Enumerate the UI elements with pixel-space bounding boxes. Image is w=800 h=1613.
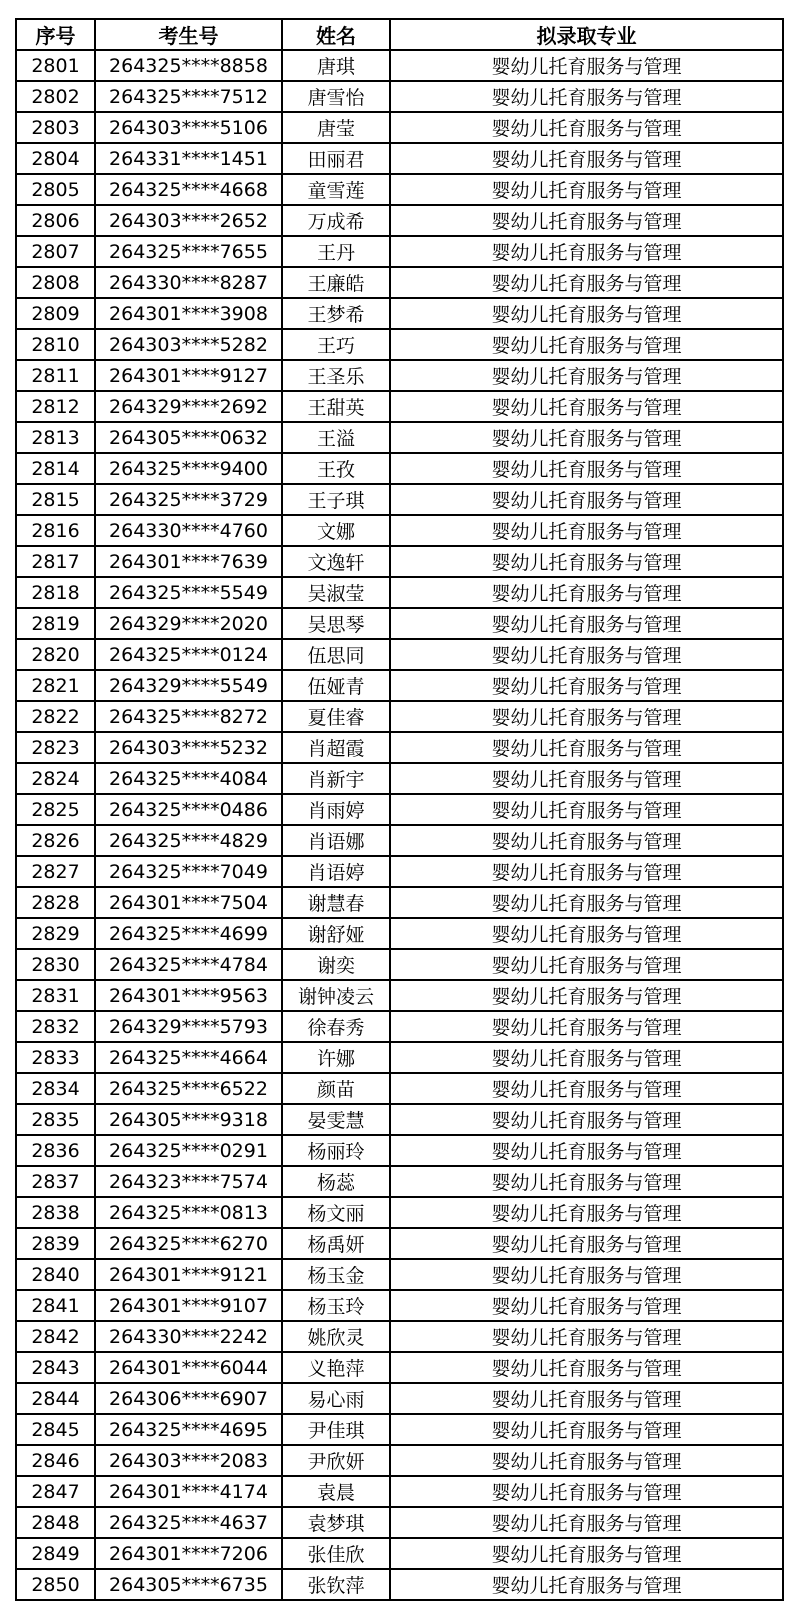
cell-exam-number: 264325****4668 bbox=[95, 174, 282, 205]
cell-major: 婴幼儿托育服务与管理 bbox=[390, 887, 783, 918]
table-row bbox=[16, 360, 783, 391]
cell-name: 王子琪 bbox=[282, 484, 390, 515]
cell-name: 王巧 bbox=[282, 329, 390, 360]
cell-name: 夏佳睿 bbox=[282, 701, 390, 732]
cell-name: 谢钟凌云 bbox=[282, 980, 390, 1011]
cell-exam-number: 264330****4760 bbox=[95, 515, 282, 546]
cell-name: 张钦萍 bbox=[282, 1569, 390, 1600]
table-row bbox=[16, 1259, 783, 1290]
cell-name: 杨玉玲 bbox=[282, 1290, 390, 1321]
table-row bbox=[16, 1321, 783, 1352]
cell-exam-number: 264301****9121 bbox=[95, 1259, 282, 1290]
cell-name: 伍娅青 bbox=[282, 670, 390, 701]
cell-major: 婴幼儿托育服务与管理 bbox=[390, 1383, 783, 1414]
cell-exam-number: 264325****5549 bbox=[95, 577, 282, 608]
cell-major: 婴幼儿托育服务与管理 bbox=[390, 1445, 783, 1476]
cell-major: 婴幼儿托育服务与管理 bbox=[390, 1290, 783, 1321]
header-major: 拟录取专业 bbox=[390, 19, 783, 50]
table-row bbox=[16, 1042, 783, 1073]
table-row bbox=[16, 1383, 783, 1414]
cell-seq: 2805 bbox=[16, 174, 95, 205]
cell-name: 杨蕊 bbox=[282, 1166, 390, 1197]
cell-name: 尹欣妍 bbox=[282, 1445, 390, 1476]
cell-seq: 2822 bbox=[16, 701, 95, 732]
cell-exam-number: 264306****6907 bbox=[95, 1383, 282, 1414]
table-row bbox=[16, 949, 783, 980]
cell-name: 晏雯慧 bbox=[282, 1104, 390, 1135]
cell-major: 婴幼儿托育服务与管理 bbox=[390, 329, 783, 360]
cell-major: 婴幼儿托育服务与管理 bbox=[390, 1352, 783, 1383]
table-row bbox=[16, 422, 783, 453]
cell-name: 肖雨婷 bbox=[282, 794, 390, 825]
cell-exam-number: 264301****7504 bbox=[95, 887, 282, 918]
table-body bbox=[16, 50, 783, 1600]
cell-exam-number: 264303****5106 bbox=[95, 112, 282, 143]
cell-seq: 2806 bbox=[16, 205, 95, 236]
table-row bbox=[16, 50, 783, 81]
cell-seq: 2844 bbox=[16, 1383, 95, 1414]
cell-seq: 2829 bbox=[16, 918, 95, 949]
cell-name: 张佳欣 bbox=[282, 1538, 390, 1569]
admission-table bbox=[15, 18, 784, 1601]
cell-major: 婴幼儿托育服务与管理 bbox=[390, 1321, 783, 1352]
cell-exam-number: 264325****4695 bbox=[95, 1414, 282, 1445]
table-row bbox=[16, 298, 783, 329]
cell-name: 杨禹妍 bbox=[282, 1228, 390, 1259]
cell-exam-number: 264301****7206 bbox=[95, 1538, 282, 1569]
header-row bbox=[16, 19, 783, 50]
cell-exam-number: 264325****0291 bbox=[95, 1135, 282, 1166]
table-row bbox=[16, 980, 783, 1011]
cell-major: 婴幼儿托育服务与管理 bbox=[390, 1135, 783, 1166]
header-name: 姓名 bbox=[282, 19, 390, 50]
cell-name: 吴思琴 bbox=[282, 608, 390, 639]
table-row bbox=[16, 1290, 783, 1321]
cell-major: 婴幼儿托育服务与管理 bbox=[390, 1073, 783, 1104]
table-row bbox=[16, 1538, 783, 1569]
cell-seq: 2821 bbox=[16, 670, 95, 701]
cell-name: 肖语婷 bbox=[282, 856, 390, 887]
cell-name: 杨文丽 bbox=[282, 1197, 390, 1228]
cell-name: 袁梦琪 bbox=[282, 1507, 390, 1538]
cell-major: 婴幼儿托育服务与管理 bbox=[390, 50, 783, 81]
cell-exam-number: 264325****8858 bbox=[95, 50, 282, 81]
table-row bbox=[16, 391, 783, 422]
table-row bbox=[16, 856, 783, 887]
cell-exam-number: 264325****4084 bbox=[95, 763, 282, 794]
table-row bbox=[16, 639, 783, 670]
cell-major: 婴幼儿托育服务与管理 bbox=[390, 422, 783, 453]
cell-seq: 2816 bbox=[16, 515, 95, 546]
cell-exam-number: 264301****4174 bbox=[95, 1476, 282, 1507]
cell-seq: 2832 bbox=[16, 1011, 95, 1042]
table-row bbox=[16, 267, 783, 298]
cell-name: 田丽君 bbox=[282, 143, 390, 174]
table-row bbox=[16, 732, 783, 763]
cell-seq: 2828 bbox=[16, 887, 95, 918]
cell-major: 婴幼儿托育服务与管理 bbox=[390, 732, 783, 763]
cell-name: 王孜 bbox=[282, 453, 390, 484]
cell-seq: 2819 bbox=[16, 608, 95, 639]
cell-name: 肖超霞 bbox=[282, 732, 390, 763]
cell-exam-number: 264325****7655 bbox=[95, 236, 282, 267]
cell-seq: 2804 bbox=[16, 143, 95, 174]
cell-major: 婴幼儿托育服务与管理 bbox=[390, 1166, 783, 1197]
cell-exam-number: 264330****8287 bbox=[95, 267, 282, 298]
table-row bbox=[16, 81, 783, 112]
table-row bbox=[16, 887, 783, 918]
cell-name: 杨玉金 bbox=[282, 1259, 390, 1290]
cell-name: 谢奕 bbox=[282, 949, 390, 980]
table-row bbox=[16, 453, 783, 484]
cell-seq: 2831 bbox=[16, 980, 95, 1011]
cell-name: 义艳萍 bbox=[282, 1352, 390, 1383]
cell-seq: 2825 bbox=[16, 794, 95, 825]
table-row bbox=[16, 1166, 783, 1197]
cell-name: 谢舒娅 bbox=[282, 918, 390, 949]
cell-name: 肖语娜 bbox=[282, 825, 390, 856]
cell-seq: 2837 bbox=[16, 1166, 95, 1197]
table-row bbox=[16, 1011, 783, 1042]
cell-exam-number: 264303****2083 bbox=[95, 1445, 282, 1476]
cell-major: 婴幼儿托育服务与管理 bbox=[390, 1538, 783, 1569]
cell-major: 婴幼儿托育服务与管理 bbox=[390, 1259, 783, 1290]
cell-seq: 2834 bbox=[16, 1073, 95, 1104]
cell-major: 婴幼儿托育服务与管理 bbox=[390, 453, 783, 484]
cell-seq: 2817 bbox=[16, 546, 95, 577]
cell-name: 文逸轩 bbox=[282, 546, 390, 577]
cell-exam-number: 264329****5793 bbox=[95, 1011, 282, 1042]
cell-name: 王甜英 bbox=[282, 391, 390, 422]
cell-seq: 2801 bbox=[16, 50, 95, 81]
table-row bbox=[16, 608, 783, 639]
table-row bbox=[16, 577, 783, 608]
cell-name: 颜苗 bbox=[282, 1073, 390, 1104]
table-row bbox=[16, 112, 783, 143]
table-row bbox=[16, 1104, 783, 1135]
cell-seq: 2812 bbox=[16, 391, 95, 422]
cell-seq: 2803 bbox=[16, 112, 95, 143]
cell-major: 婴幼儿托育服务与管理 bbox=[390, 174, 783, 205]
table-row bbox=[16, 205, 783, 236]
cell-exam-number: 264303****5232 bbox=[95, 732, 282, 763]
cell-name: 吴淑莹 bbox=[282, 577, 390, 608]
cell-seq: 2802 bbox=[16, 81, 95, 112]
cell-exam-number: 264301****9127 bbox=[95, 360, 282, 391]
cell-exam-number: 264329****5549 bbox=[95, 670, 282, 701]
cell-seq: 2814 bbox=[16, 453, 95, 484]
table-row bbox=[16, 1197, 783, 1228]
table-row bbox=[16, 1507, 783, 1538]
cell-exam-number: 264301****3908 bbox=[95, 298, 282, 329]
cell-major: 婴幼儿托育服务与管理 bbox=[390, 1197, 783, 1228]
cell-exam-number: 264329****2020 bbox=[95, 608, 282, 639]
table-row bbox=[16, 701, 783, 732]
cell-major: 婴幼儿托育服务与管理 bbox=[390, 1414, 783, 1445]
cell-seq: 2846 bbox=[16, 1445, 95, 1476]
table-row bbox=[16, 1135, 783, 1166]
cell-seq: 2847 bbox=[16, 1476, 95, 1507]
cell-exam-number: 264303****2652 bbox=[95, 205, 282, 236]
cell-exam-number: 264325****6522 bbox=[95, 1073, 282, 1104]
cell-major: 婴幼儿托育服务与管理 bbox=[390, 1011, 783, 1042]
cell-major: 婴幼儿托育服务与管理 bbox=[390, 267, 783, 298]
cell-major: 婴幼儿托育服务与管理 bbox=[390, 81, 783, 112]
cell-exam-number: 264305****6735 bbox=[95, 1569, 282, 1600]
table-row bbox=[16, 484, 783, 515]
table-row bbox=[16, 1228, 783, 1259]
table-row bbox=[16, 329, 783, 360]
cell-major: 婴幼儿托育服务与管理 bbox=[390, 794, 783, 825]
table-row bbox=[16, 174, 783, 205]
cell-major: 婴幼儿托育服务与管理 bbox=[390, 484, 783, 515]
cell-exam-number: 264305****0632 bbox=[95, 422, 282, 453]
cell-exam-number: 264323****7574 bbox=[95, 1166, 282, 1197]
header-seq: 序号 bbox=[16, 19, 95, 50]
cell-name: 伍思同 bbox=[282, 639, 390, 670]
table-row bbox=[16, 515, 783, 546]
cell-exam-number: 264325****4664 bbox=[95, 1042, 282, 1073]
cell-exam-number: 264325****4637 bbox=[95, 1507, 282, 1538]
cell-name: 姚欣灵 bbox=[282, 1321, 390, 1352]
cell-exam-number: 264301****9563 bbox=[95, 980, 282, 1011]
cell-seq: 2830 bbox=[16, 949, 95, 980]
cell-seq: 2811 bbox=[16, 360, 95, 391]
cell-seq: 2809 bbox=[16, 298, 95, 329]
cell-major: 婴幼儿托育服务与管理 bbox=[390, 143, 783, 174]
cell-seq: 2810 bbox=[16, 329, 95, 360]
cell-major: 婴幼儿托育服务与管理 bbox=[390, 546, 783, 577]
cell-seq: 2833 bbox=[16, 1042, 95, 1073]
cell-major: 婴幼儿托育服务与管理 bbox=[390, 112, 783, 143]
cell-exam-number: 264325****4699 bbox=[95, 918, 282, 949]
header-exam-number: 考生号 bbox=[95, 19, 282, 50]
cell-exam-number: 264331****1451 bbox=[95, 143, 282, 174]
table-row bbox=[16, 546, 783, 577]
cell-name: 唐琪 bbox=[282, 50, 390, 81]
table-row bbox=[16, 143, 783, 174]
cell-exam-number: 264305****9318 bbox=[95, 1104, 282, 1135]
cell-seq: 2849 bbox=[16, 1538, 95, 1569]
cell-seq: 2839 bbox=[16, 1228, 95, 1259]
cell-seq: 2845 bbox=[16, 1414, 95, 1445]
cell-name: 唐雪怡 bbox=[282, 81, 390, 112]
cell-major: 婴幼儿托育服务与管理 bbox=[390, 763, 783, 794]
cell-name: 易心雨 bbox=[282, 1383, 390, 1414]
cell-major: 婴幼儿托育服务与管理 bbox=[390, 515, 783, 546]
table-row bbox=[16, 1445, 783, 1476]
cell-major: 婴幼儿托育服务与管理 bbox=[390, 1104, 783, 1135]
cell-seq: 2841 bbox=[16, 1290, 95, 1321]
table-row bbox=[16, 1073, 783, 1104]
cell-name: 肖新宇 bbox=[282, 763, 390, 794]
cell-name: 王圣乐 bbox=[282, 360, 390, 391]
cell-seq: 2842 bbox=[16, 1321, 95, 1352]
table-row bbox=[16, 918, 783, 949]
cell-exam-number: 264325****7512 bbox=[95, 81, 282, 112]
cell-name: 王廉皓 bbox=[282, 267, 390, 298]
cell-exam-number: 264303****5282 bbox=[95, 329, 282, 360]
cell-name: 谢慧春 bbox=[282, 887, 390, 918]
table-row bbox=[16, 1352, 783, 1383]
cell-seq: 2818 bbox=[16, 577, 95, 608]
cell-exam-number: 264325****4829 bbox=[95, 825, 282, 856]
cell-major: 婴幼儿托育服务与管理 bbox=[390, 205, 783, 236]
cell-name: 文娜 bbox=[282, 515, 390, 546]
cell-name: 尹佳琪 bbox=[282, 1414, 390, 1445]
cell-name: 徐春秀 bbox=[282, 1011, 390, 1042]
cell-major: 婴幼儿托育服务与管理 bbox=[390, 949, 783, 980]
table-row bbox=[16, 670, 783, 701]
cell-exam-number: 264301****9107 bbox=[95, 1290, 282, 1321]
cell-name: 袁晨 bbox=[282, 1476, 390, 1507]
cell-exam-number: 264325****8272 bbox=[95, 701, 282, 732]
cell-name: 童雪莲 bbox=[282, 174, 390, 205]
cell-seq: 2826 bbox=[16, 825, 95, 856]
cell-seq: 2813 bbox=[16, 422, 95, 453]
cell-exam-number: 264325****3729 bbox=[95, 484, 282, 515]
cell-seq: 2807 bbox=[16, 236, 95, 267]
cell-major: 婴幼儿托育服务与管理 bbox=[390, 701, 783, 732]
cell-exam-number: 264325****7049 bbox=[95, 856, 282, 887]
cell-seq: 2838 bbox=[16, 1197, 95, 1228]
table-row bbox=[16, 1569, 783, 1600]
table-row bbox=[16, 763, 783, 794]
table-row bbox=[16, 794, 783, 825]
cell-major: 婴幼儿托育服务与管理 bbox=[390, 1042, 783, 1073]
table-row bbox=[16, 825, 783, 856]
cell-name: 王丹 bbox=[282, 236, 390, 267]
cell-name: 万成希 bbox=[282, 205, 390, 236]
cell-exam-number: 264325****0813 bbox=[95, 1197, 282, 1228]
cell-seq: 2848 bbox=[16, 1507, 95, 1538]
cell-exam-number: 264330****2242 bbox=[95, 1321, 282, 1352]
cell-major: 婴幼儿托育服务与管理 bbox=[390, 577, 783, 608]
cell-seq: 2823 bbox=[16, 732, 95, 763]
cell-seq: 2815 bbox=[16, 484, 95, 515]
cell-seq: 2843 bbox=[16, 1352, 95, 1383]
table-row bbox=[16, 1414, 783, 1445]
cell-seq: 2827 bbox=[16, 856, 95, 887]
cell-major: 婴幼儿托育服务与管理 bbox=[390, 918, 783, 949]
cell-exam-number: 264325****4784 bbox=[95, 949, 282, 980]
cell-exam-number: 264325****0124 bbox=[95, 639, 282, 670]
cell-major: 婴幼儿托育服务与管理 bbox=[390, 391, 783, 422]
table-row bbox=[16, 236, 783, 267]
cell-exam-number: 264325****6270 bbox=[95, 1228, 282, 1259]
cell-seq: 2840 bbox=[16, 1259, 95, 1290]
cell-major: 婴幼儿托育服务与管理 bbox=[390, 670, 783, 701]
cell-major: 婴幼儿托育服务与管理 bbox=[390, 980, 783, 1011]
cell-major: 婴幼儿托育服务与管理 bbox=[390, 1228, 783, 1259]
cell-major: 婴幼儿托育服务与管理 bbox=[390, 1507, 783, 1538]
cell-major: 婴幼儿托育服务与管理 bbox=[390, 608, 783, 639]
cell-major: 婴幼儿托育服务与管理 bbox=[390, 639, 783, 670]
cell-major: 婴幼儿托育服务与管理 bbox=[390, 856, 783, 887]
cell-seq: 2850 bbox=[16, 1569, 95, 1600]
cell-exam-number: 264329****2692 bbox=[95, 391, 282, 422]
cell-seq: 2808 bbox=[16, 267, 95, 298]
cell-name: 杨丽玲 bbox=[282, 1135, 390, 1166]
cell-name: 王梦希 bbox=[282, 298, 390, 329]
cell-major: 婴幼儿托育服务与管理 bbox=[390, 236, 783, 267]
cell-major: 婴幼儿托育服务与管理 bbox=[390, 825, 783, 856]
cell-major: 婴幼儿托育服务与管理 bbox=[390, 1569, 783, 1600]
cell-major: 婴幼儿托育服务与管理 bbox=[390, 1476, 783, 1507]
cell-seq: 2836 bbox=[16, 1135, 95, 1166]
cell-exam-number: 264301****7639 bbox=[95, 546, 282, 577]
cell-name: 王溢 bbox=[282, 422, 390, 453]
cell-exam-number: 264301****6044 bbox=[95, 1352, 282, 1383]
cell-seq: 2820 bbox=[16, 639, 95, 670]
cell-name: 唐莹 bbox=[282, 112, 390, 143]
cell-seq: 2824 bbox=[16, 763, 95, 794]
table-row bbox=[16, 1476, 783, 1507]
cell-name: 许娜 bbox=[282, 1042, 390, 1073]
cell-major: 婴幼儿托育服务与管理 bbox=[390, 360, 783, 391]
cell-exam-number: 264325****0486 bbox=[95, 794, 282, 825]
cell-seq: 2835 bbox=[16, 1104, 95, 1135]
cell-major: 婴幼儿托育服务与管理 bbox=[390, 298, 783, 329]
cell-exam-number: 264325****9400 bbox=[95, 453, 282, 484]
